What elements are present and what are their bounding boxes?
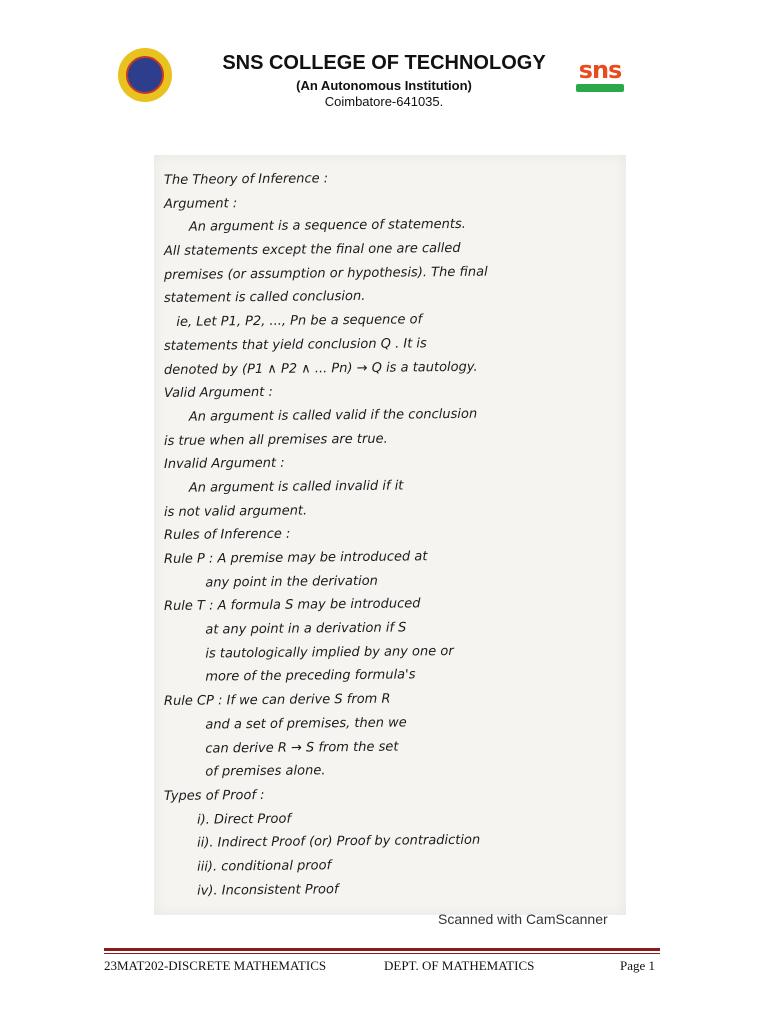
note-line: Rule CP : If we can derive S from R	[163, 691, 391, 710]
note-line: statements that yield conclusion Q . It is	[163, 336, 427, 354]
note-line: and a set of premises, then we	[163, 715, 407, 733]
handwritten-text	[164, 169, 616, 903]
footer-divider-thin	[104, 953, 660, 954]
scan-credit: Scanned with CamScanner	[438, 911, 608, 927]
note-line: Rule P : A premise may be introduced at	[163, 549, 428, 567]
note-line: An argument is a sequence of statements.	[163, 217, 466, 236]
note-line: premises (or assumption or hypothesis). The final	[163, 264, 488, 283]
note-line: more of the preceding formula's	[163, 667, 416, 686]
note-line: at any point in a derivation if S	[163, 620, 407, 639]
scanned-handwritten-notes	[154, 155, 626, 915]
sns-logo-icon: sns	[572, 56, 628, 96]
institution-status: (An Autonomous Institution)	[296, 78, 472, 93]
note-line: Rules of Inference :	[163, 526, 291, 544]
note-line: All statements except the final one are called	[163, 240, 461, 260]
college-address: Coimbatore-641035.	[324, 94, 444, 109]
note-line: can derive R → S from the set	[163, 739, 399, 757]
note-line: ii). Indirect Proof (or) Proof by contradiction	[163, 832, 481, 852]
note-line: is not valid argument.	[163, 503, 308, 520]
note-line: denoted by (P1 ∧ P2 ∧ ... Pn) → Q is a tautology.	[163, 359, 478, 378]
note-line: An argument is called invalid if it	[163, 478, 404, 496]
page-header	[0, 0, 768, 140]
department: DEPT. OF MATHEMATICS	[384, 958, 535, 973]
note-line: iv). Inconsistent Proof	[163, 881, 339, 899]
note-line: Valid Argument :	[163, 385, 273, 402]
note-line: of premises alone.	[163, 763, 326, 781]
note-line: i). Direct Proof	[163, 811, 292, 828]
note-line: An argument is called valid if the conclusion	[163, 406, 478, 425]
note-line: Argument :	[163, 195, 238, 212]
course-code: 23MAT202-DISCRETE MATHEMATICS	[104, 958, 327, 973]
note-line: iii). conditional proof	[163, 858, 332, 875]
note-line: is tautologically implied by any one or	[163, 643, 454, 662]
note-line: is true when all premises are true.	[163, 431, 388, 449]
note-line: Types of Proof :	[163, 787, 265, 804]
note-line: any point in the derivation	[163, 573, 378, 591]
note-line: Rule T : A formula S may be introduced	[163, 596, 421, 615]
page-number: Page 1	[620, 958, 656, 973]
note-line: statement is called conclusion.	[163, 289, 366, 307]
note-line: The Theory of Inference :	[163, 171, 329, 188]
college-name: SNS COLLEGE OF TECHNOLOGY	[222, 52, 546, 74]
footer-divider	[104, 948, 660, 951]
note-line: ie, Let P1, P2, ..., Pn be a sequence of	[163, 312, 423, 331]
note-line: Invalid Argument :	[163, 455, 285, 473]
